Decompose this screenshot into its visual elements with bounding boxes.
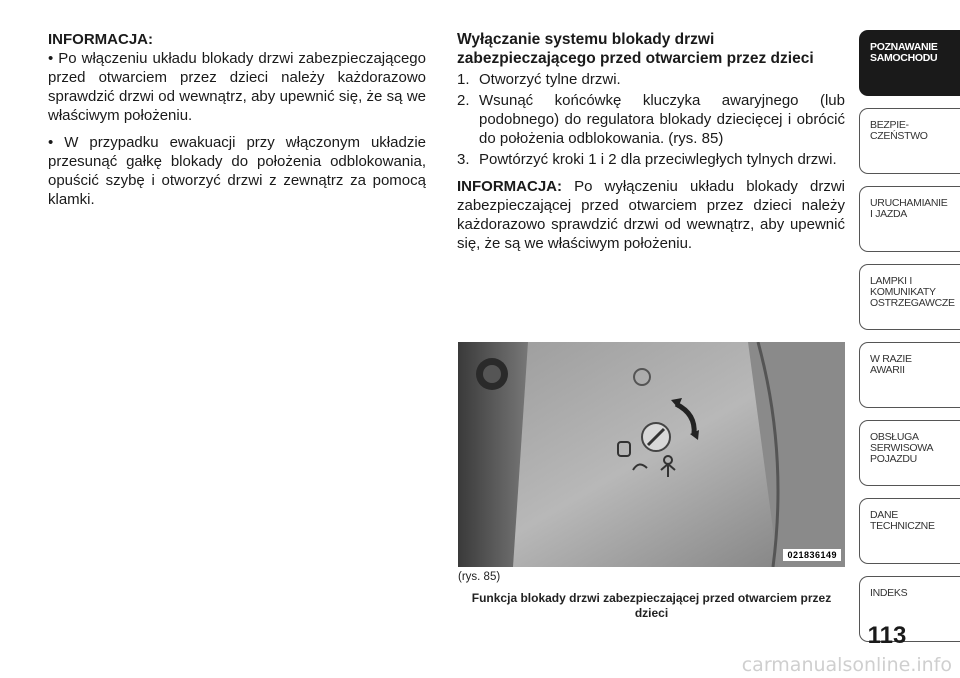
figure-code: 021836149 [783, 549, 841, 561]
tab-obsluga-serwisowa[interactable] [859, 420, 960, 486]
tab-label: KOMUNIKATY [870, 286, 936, 298]
tab-label: BEZPIE- [870, 119, 909, 131]
section-heading: Wyłączanie systemu blokady drzwi zabezpieczającego przed otwarciem przez dzieci [457, 31, 814, 67]
tab-label: LAMPKI I [870, 275, 912, 287]
left-column [48, 30, 426, 217]
watermark: carmanualsonline.info [741, 654, 952, 676]
note-paragraph-right [457, 177, 845, 253]
tab-dane-techniczne[interactable] [859, 498, 960, 564]
page-number: 113 [867, 622, 907, 649]
tab-label: I JAZDA [870, 208, 907, 220]
note-label-left: INFORMACJA: [48, 31, 153, 48]
child-lock-illustration [458, 342, 845, 567]
step-3 [457, 150, 845, 169]
tab-label: SERWISOWA [870, 442, 934, 454]
tab-bezpieczenstwo[interactable] [859, 108, 960, 174]
tab-poznawanie-samochodu[interactable] [859, 30, 960, 96]
tab-label: POJAZDU [870, 453, 917, 465]
step-number: 1. [457, 71, 470, 88]
step-number: 2. [457, 92, 470, 109]
tab-label: W RAZIE [870, 353, 912, 365]
tab-label: OSTRZEGAWCZE [870, 297, 955, 309]
tab-w-razie-awarii[interactable] [859, 342, 960, 408]
note-bullet-1: • Po włączeniu układu blokady drzwi zabezpieczającego przed otwarciem przez dzieci należy każdorazowo sprawdzić drzwi od wewnątrz, aby upewnić się, że są we właściwym położeniu. [48, 50, 426, 124]
tab-label: INDEKS [870, 587, 908, 599]
tab-label: CZEŃSTWO [870, 130, 928, 142]
chapter-tabs [859, 30, 960, 654]
tab-lampki-i-komunikaty[interactable] [859, 264, 960, 330]
right-column [457, 30, 845, 261]
tab-label: SAMOCHODU [870, 52, 938, 64]
figure-reference: (rys. 85) [458, 571, 501, 583]
tab-uruchamianie-i-jazda[interactable] [859, 186, 960, 252]
tab-label: OBSŁUGA [870, 431, 919, 443]
tab-label: TECHNICZNE [870, 520, 935, 532]
note-label-right: INFORMACJA: [457, 178, 562, 195]
note-text-right: Po wyłączeniu układu blokady drzwi zabezpieczającej przed otwarciem przez dzieci należy każdorazowo sprawdzić drzwi od wewnątrz, aby upewnić się, że są we właściwym położeniu. [457, 178, 845, 252]
tab-label: AWARII [870, 364, 905, 376]
step-2 [457, 91, 845, 148]
tab-label: DANE [870, 509, 898, 521]
figure-caption: Funkcja blokady drzwi zabezpieczającej przed otwarciem przez dzieci [471, 591, 832, 620]
step-1 [457, 70, 845, 89]
figure-photo [458, 342, 845, 567]
note-bullet-2: • W przypadku ewakuacji przy włączonym układzie przesunąć gałkę blokady do położenia odblokowania, opuścić szybę i otworzyć drzwi z zewnątrz za pomocą klamki. [48, 134, 426, 208]
step-text: Wsunąć końcówkę kluczyka awaryjnego (lub podobnego) do regulatora blokady dziecięcej i obrócić do położenia odblokowania. (rys. 85) [479, 92, 845, 147]
step-text: Otworzyć tylne drzwi. [479, 71, 621, 88]
tab-label: URUCHAMIANIE [870, 197, 948, 209]
tab-label: POZNAWANIE [870, 41, 938, 53]
step-text: Powtórzyć kroki 1 i 2 dla przeciwległych tylnych drzwi. [479, 151, 837, 168]
step-number: 3. [457, 151, 470, 168]
